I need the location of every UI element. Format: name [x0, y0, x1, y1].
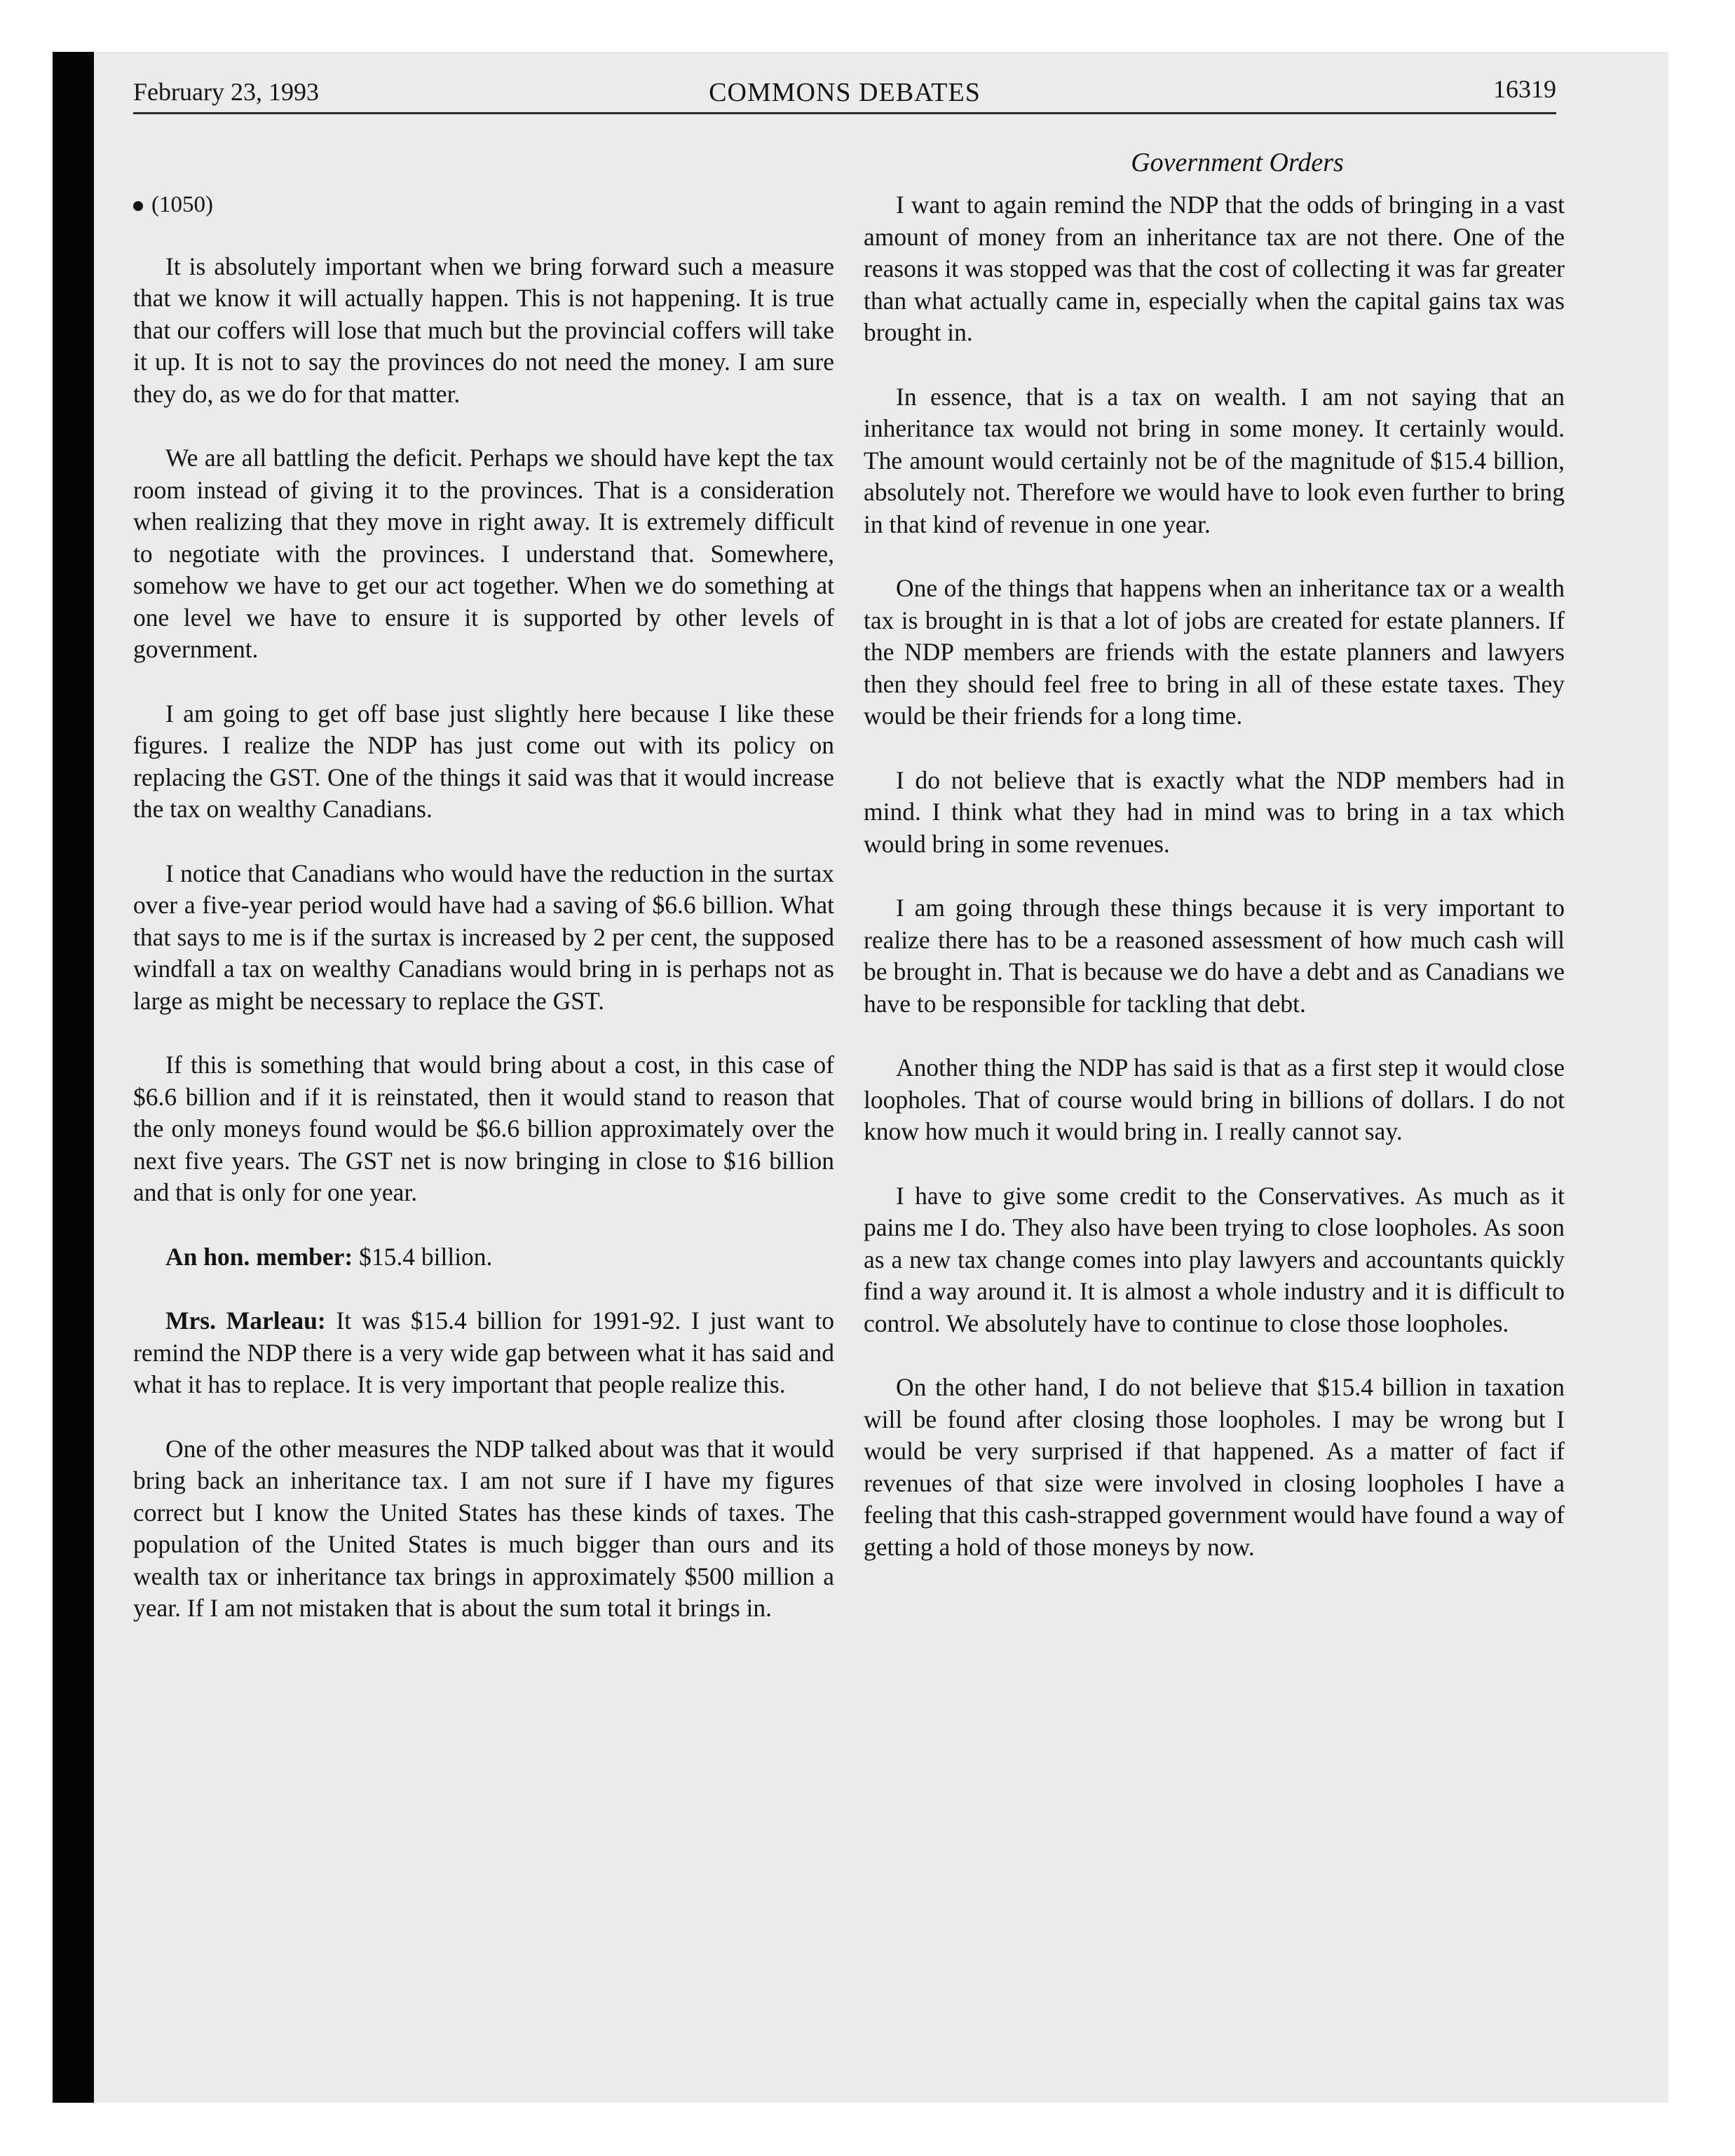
speaker-name: Mrs. Marleau: — [165, 1306, 326, 1335]
bullet-icon — [133, 201, 143, 211]
paragraph: I have to give some credit to the Conservatives. As much as it pains me I do. They also have been trying to close loopholes. As soon as a new tax change comes into play lawyers and accountants quickly find a way around it. It is almost a whole industry and it is difficult to control. We absolutely have to continue to close those loopholes. — [864, 1181, 1565, 1337]
header-date: February 23, 1993 — [133, 78, 319, 106]
speaker-name: An hon. member: — [165, 1242, 353, 1271]
paragraph: If this is something that would bring about a cost, in this case of $6.6 billion and if it is reinstated, then it would stand to reason that the only moneys found would be $6.6 billion approximately over the next five years. The GST net is now bringing in close to $16 billion and that is only for one year. — [133, 1051, 834, 1206]
paragraph: It is absolutely important when we bring forward such a measure that we know it will actually happen. This is not happening. It is true that our coffers will lose that much but the provincial coffers will take it up. It is not to say the provinces do not need the money. I am sure they do, as we do for that matter. — [133, 252, 834, 408]
reply — [133, 1305, 834, 1401]
left-column — [133, 189, 834, 1657]
paragraph: We are all battling the deficit. Perhaps we should have kept the tax room instead of giving it to the provinces. That is a consideration when realizing that they move in right away. It is extremely difficult to negotiate with the provinces. I understand that. Somewhere, somehow we have to get our act together. When we do something at one level we have to ensure it is supported by other levels of government. — [133, 444, 834, 663]
paragraph: I am going to get off base just slightly here because I like these figures. I realize the NDP has just come out with its policy on replacing the GST. One of the things it said was that it would increase the tax on wealthy Canadians. — [133, 699, 834, 823]
speech-text: $15.4 billion. — [353, 1242, 493, 1271]
paragraph: I am going through these things because it is very important to realize there has to be a reasoned assessment of how much cash will be brought in. That is because we do have a debt and as Canadians we have to be responsible for tackling that debt. — [864, 894, 1565, 1018]
paragraph: In essence, that is a tax on wealth. I am not saying that an inheritance tax would not bring in some money. It certainly would. The amount would certainly not be of the magnitude of $15.4 billion, absolutely not. Therefore we would have to look even further to bring in that kind of revenue in one year. — [864, 382, 1565, 538]
interjection — [133, 1241, 834, 1274]
section-title: Government Orders — [1131, 148, 1344, 177]
paragraph: I want to again remind the NDP that the odds of bringing in a vast amount of money from an inheritance tax are not there. One of the reasons it was stopped was that the cost of collecting it was far greater than what actually came in, especially when the capital gains tax was brought in. — [864, 191, 1565, 346]
paragraph: One of the things that happens when an inheritance tax or a wealth tax is brought in is that a lot of jobs are created for estate planners. If the NDP members are friends with the estate planners and lawyers then they should feel free to bring in all of these estate taxes. They would be their friends for a long time. — [864, 574, 1565, 730]
right-column — [864, 189, 1565, 1595]
paragraph: Another thing the NDP has said is that as a first step it would close loopholes. That of course would bring in billions of dollars. I do not know how much it would bring in. I really cannot say. — [864, 1053, 1565, 1145]
page-header — [133, 70, 1556, 114]
paragraph: I do not believe that is exactly what the NDP members had in mind. I think what they had in mind was to bring in a tax which would bring in some revenues. — [864, 765, 1565, 858]
paragraph: One of the other measures the NDP talked about was that it would bring back an inheritance tax. I am not sure if I have my figures correct but I know the United States has these kinds of taxes. The population of the United States is much bigger than ours and its wealth tax or inheritance tax brings in approximately $500 million a year. If I am not mistaken that is about the sum total it brings in. — [133, 1434, 834, 1622]
page-number: 16319 — [1493, 75, 1556, 103]
speech-text: It was $15.4 billion for 1991-92. I just want to remind the NDP there is a very wide gap between what it has said and what it has to replace. It is very important that people realize this. — [133, 1306, 834, 1398]
header-title: COMMONS DEBATES — [709, 78, 981, 107]
time-marker-text: (1050) — [151, 192, 213, 217]
paragraph: On the other hand, I do not believe that $15.4 billion in taxation will be found after closing those loopholes. I may be wrong but I would be very surprised if that happened. As a matter of fact if revenues of that size were involved in closing loopholes I have a feeling that this cash-strapped government would have found a way of getting a hold of those moneys by now. — [864, 1373, 1565, 1561]
scan-edge-bar — [53, 52, 94, 2103]
paragraph: I notice that Canadians who would have the reduction in the surtax over a five-year period would have had a saving of $6.6 billion. What that says to me is if the surtax is increased by 2 per cent, the supposed windfall a tax on wealthy Canadians would bring in is perhaps not as large as might be necessary to replace the GST. — [133, 859, 834, 1015]
time-marker — [133, 189, 834, 221]
